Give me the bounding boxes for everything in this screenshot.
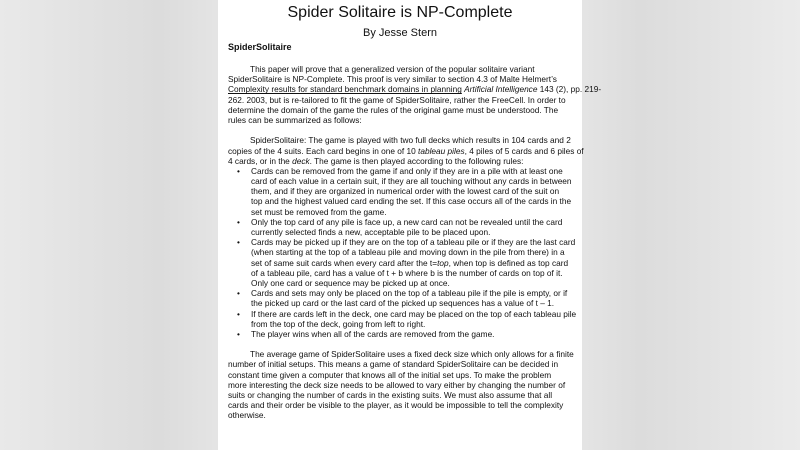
text-run: The average game of SpiderSolitaire uses a fixed deck size which only allows for a finite: [250, 349, 574, 360]
paragraph-line: [228, 349, 576, 359]
text-run: (when starting at the top of a tableau pile and moving down in the pile from there) in a: [251, 247, 565, 258]
bullet-line: [251, 207, 576, 217]
italic-text: deck: [292, 155, 310, 166]
document-body: [228, 64, 602, 421]
bullet-icon: •: [237, 288, 240, 299]
paragraph: [228, 64, 602, 125]
bullet-icon: •: [237, 216, 240, 227]
text-run: rules can be summarized as follows:: [228, 114, 362, 125]
text-run: If there are cards left in the deck, one card may be placed on the top of each tableau pile: [251, 308, 577, 319]
bullet-line: [251, 258, 576, 268]
text-run: SpiderSolitaire is NP-Complete. This proof is very similar to section 4.3 of Malte Helmert’s: [228, 74, 557, 85]
bullet-item: [228, 329, 576, 339]
text-run: cards and their order be visible to the player, as it would be impossible to tell the complexity: [228, 400, 564, 411]
paragraph-line: [228, 359, 576, 369]
italic-text: Artificial Intelligence: [464, 84, 538, 95]
bullet-line: [251, 298, 576, 308]
bullet-item: [228, 309, 576, 329]
text-run: , 4 piles of 5 cards and 6 piles of: [464, 145, 584, 156]
bullet-icon: •: [237, 308, 240, 319]
text-run: determine the domain of the game the rules of the original game must be understood. The: [228, 104, 559, 115]
paragraph-line: [228, 84, 602, 95]
text-run: top and the highest valued card ending the set. If this case occurs all of the cards in the: [251, 196, 572, 207]
paragraph-line: [228, 145, 584, 156]
bullet-line: [251, 309, 576, 319]
bullet-line: [251, 319, 576, 329]
bullet-line: [251, 196, 576, 206]
text-run: of a tableau pile, card has a value of t + b where b is the number of cards on top of it.: [251, 267, 563, 278]
bullet-line: [251, 288, 576, 298]
bullet-icon: •: [237, 237, 240, 248]
text-run: SpiderSolitaire: The game is played with two full decks which results in 104 cards and 2: [250, 135, 571, 146]
paragraph-line: [228, 390, 576, 400]
paragraph-line: [228, 74, 576, 84]
italic-text: top: [437, 257, 449, 268]
text-run: more interesting the deck size needs to be allowed to vary either by changing the number of: [228, 379, 566, 390]
paragraph-spacer: [228, 125, 576, 135]
text-run: Cards may be picked up if they are on the top of a tableau pile or if they are the last card: [251, 237, 576, 248]
text-run: number of initial setups. This means a game of standard SpiderSolitaire can be decided in: [228, 359, 559, 370]
bullet-line: [251, 268, 576, 278]
text-run: , when top is defined as top card: [448, 257, 569, 268]
text-run: 262. 2003, but is re-tailored to fit the game of SpiderSolitaire, rather the FreeCell. In order to: [228, 94, 566, 105]
text-run: copies of the 4 suits. Each card begins in one of 10: [228, 145, 419, 156]
paragraph: [228, 135, 584, 166]
text-run: them, and if they are organized in numerical order with the lowest card of the suit on: [251, 186, 560, 197]
text-run: 4 cards, or in the: [228, 155, 293, 166]
section-heading: SpiderSolitaire: [228, 42, 292, 52]
bullet-line: [251, 278, 576, 288]
paragraph-line: [228, 64, 576, 74]
text-run: set must be removed from the game.: [251, 206, 387, 217]
bullet-line: [251, 237, 576, 247]
bullet-line: [251, 186, 576, 196]
text-run: from the top of the deck, going from left to right.: [251, 318, 426, 329]
document-title: Spider Solitaire is NP-Complete: [287, 4, 513, 21]
bullet-line: [251, 247, 576, 257]
text-run: Cards can be removed from the game if and only if they are in a pile with at least one: [251, 165, 563, 176]
paragraph-line: [228, 410, 576, 420]
text-run: The player wins when all of the cards are removed from the game.: [251, 328, 495, 339]
text-run: constant time given a computer that knows all of the initial set ups. To make the problem: [228, 369, 552, 380]
bullet-line: [251, 166, 576, 176]
text-run: the picked up card or the last card of the picked up sequences has a value of t – 1.: [251, 298, 555, 309]
text-run: This paper will prove that a generalized version of the popular solitaire variant: [250, 64, 535, 74]
text-run: Cards and sets may only be placed on the top of a tableau pile if the pile is empty, or if: [251, 288, 568, 299]
paragraph-spacer: [228, 339, 576, 349]
bullet-item: [228, 217, 576, 237]
text-run: set of same suit cards when every card after the t=: [251, 257, 438, 268]
bullet-line: [251, 217, 576, 227]
text-run: Only the top card of any pile is face up, a new card can not be revealed until the card: [251, 216, 563, 227]
paragraph-line: [228, 380, 576, 390]
text-run: card of each value in a certain suit, if they are all touching without any cards in between: [251, 176, 572, 187]
bullet-item: [228, 166, 576, 217]
text-run: currently selected finds a new, acceptable pile to be placed upon.: [251, 227, 491, 237]
underlined-text: Complexity results for standard benchmark domains in planning: [228, 84, 462, 95]
paragraph-line: [228, 105, 576, 115]
bullet-item: [228, 237, 576, 288]
paragraph-line: [228, 115, 576, 125]
bullet-icon: •: [237, 328, 240, 339]
bullet-icon: •: [237, 165, 240, 176]
paragraph-line: [228, 95, 576, 105]
text-run: 143 (2), pp. 219-: [537, 84, 602, 95]
paragraph-line: [228, 156, 576, 166]
text-run: . The game is then played according to the following rules:: [309, 155, 524, 166]
bullet-line: [251, 329, 576, 339]
italic-text: tableau piles: [418, 145, 465, 156]
bullet-item: [228, 288, 576, 308]
paragraph-line: [228, 400, 576, 410]
paragraph-line: [228, 370, 576, 380]
text-run: suits or changing the number of cards in the existing suits. We must also assume that all: [228, 390, 553, 400]
document-page: [218, 0, 602, 450]
text-run: otherwise.: [228, 410, 266, 421]
bullet-line: [251, 176, 576, 186]
text-run: Only one card or sequence may be picked up at once.: [251, 277, 450, 288]
bullet-line: [251, 227, 576, 237]
paragraph: [228, 349, 576, 420]
paragraph-line: [228, 135, 576, 145]
document-author: By Jesse Stern: [363, 27, 437, 39]
